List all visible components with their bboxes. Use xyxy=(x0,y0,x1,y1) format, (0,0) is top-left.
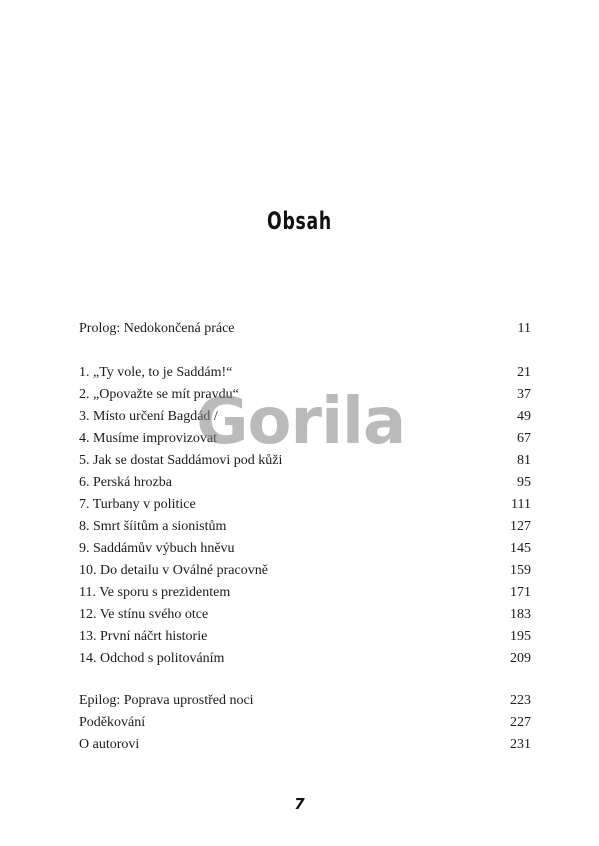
toc-entry-page: 171 xyxy=(510,585,531,600)
toc-entry-label: Prolog: Nedokončená práce xyxy=(79,321,235,336)
toc-entry xyxy=(79,734,531,756)
toc-entry xyxy=(79,582,531,604)
toc-entry xyxy=(79,560,531,582)
toc-entry-page: 67 xyxy=(517,431,531,446)
toc-entry-page: 209 xyxy=(510,651,531,666)
toc-entry-page: 231 xyxy=(510,737,531,752)
toc-entry xyxy=(79,712,531,734)
toc-entry-page: 183 xyxy=(510,607,531,622)
toc-entry xyxy=(79,516,531,538)
toc-entry-page: 37 xyxy=(517,387,531,402)
toc-entry xyxy=(79,362,531,384)
toc-entry xyxy=(79,690,531,712)
toc-entry-page: 227 xyxy=(510,715,531,730)
toc-entry-page: 159 xyxy=(510,563,531,578)
toc-entry-label: O autorovi xyxy=(79,737,140,752)
toc-entry xyxy=(79,450,531,472)
toc-entry-label: 6. Perská hrozba xyxy=(79,475,172,490)
toc-entry-label: Poděkování xyxy=(79,715,146,730)
toc-entry-page: 49 xyxy=(517,409,531,424)
toc-entry-label: 5. Jak se dostat Saddámovi pod kůži xyxy=(79,453,283,468)
toc-entry-label: 7. Turbany v politice xyxy=(79,497,196,512)
toc-entry xyxy=(79,472,531,494)
toc-entry xyxy=(79,604,531,626)
toc-entry-label: 2. „Opovažte se mít pravdu“ xyxy=(79,387,239,402)
toc-entry-label: 9. Saddámův výbuch hněvu xyxy=(79,541,235,556)
toc-entry xyxy=(79,538,531,560)
toc-entry xyxy=(79,428,531,450)
page-title: Obsah xyxy=(267,207,332,235)
toc-entry-label: 12. Ve stínu svého otce xyxy=(79,607,209,622)
page-number: 7 xyxy=(294,795,305,813)
toc-entry-label: Epilog: Poprava uprostřed noci xyxy=(79,693,254,708)
toc-entry-label: 14. Odchod s politováním xyxy=(79,651,225,666)
toc-entry xyxy=(79,494,531,516)
toc-entry-page: 195 xyxy=(510,629,531,644)
toc-entry-page: 127 xyxy=(510,519,531,534)
toc-entry-page: 223 xyxy=(510,693,531,708)
watermark-logo: Gorila xyxy=(196,385,406,459)
toc-entry-label: 10. Do detailu v Oválné pracovně xyxy=(79,563,268,578)
toc-entry xyxy=(79,648,531,670)
toc-entry-label: 13. První náčrt historie xyxy=(79,629,208,644)
toc-entry xyxy=(79,318,531,340)
toc-entry-page: 11 xyxy=(517,321,531,336)
toc-entry xyxy=(79,406,531,428)
toc-entry-page: 95 xyxy=(517,475,531,490)
toc-entry-label: 3. Místo určení Bagdád / xyxy=(79,409,218,424)
toc-entry-label: 4. Musíme improvizovat xyxy=(79,431,218,446)
toc-entry-page: 111 xyxy=(511,497,531,512)
toc-entry xyxy=(79,384,531,406)
toc-entry xyxy=(79,626,531,648)
toc-entry-label: 8. Smrt šíitům a sionistům xyxy=(79,519,227,534)
toc-entry-label: 11. Ve sporu s prezidentem xyxy=(79,585,231,600)
toc-entry-page: 145 xyxy=(510,541,531,556)
toc-entry-page: 81 xyxy=(517,453,531,468)
toc-entry-label: 1. „Ty vole, to je Saddám!“ xyxy=(79,365,233,380)
toc-entry-page: 21 xyxy=(517,365,531,380)
